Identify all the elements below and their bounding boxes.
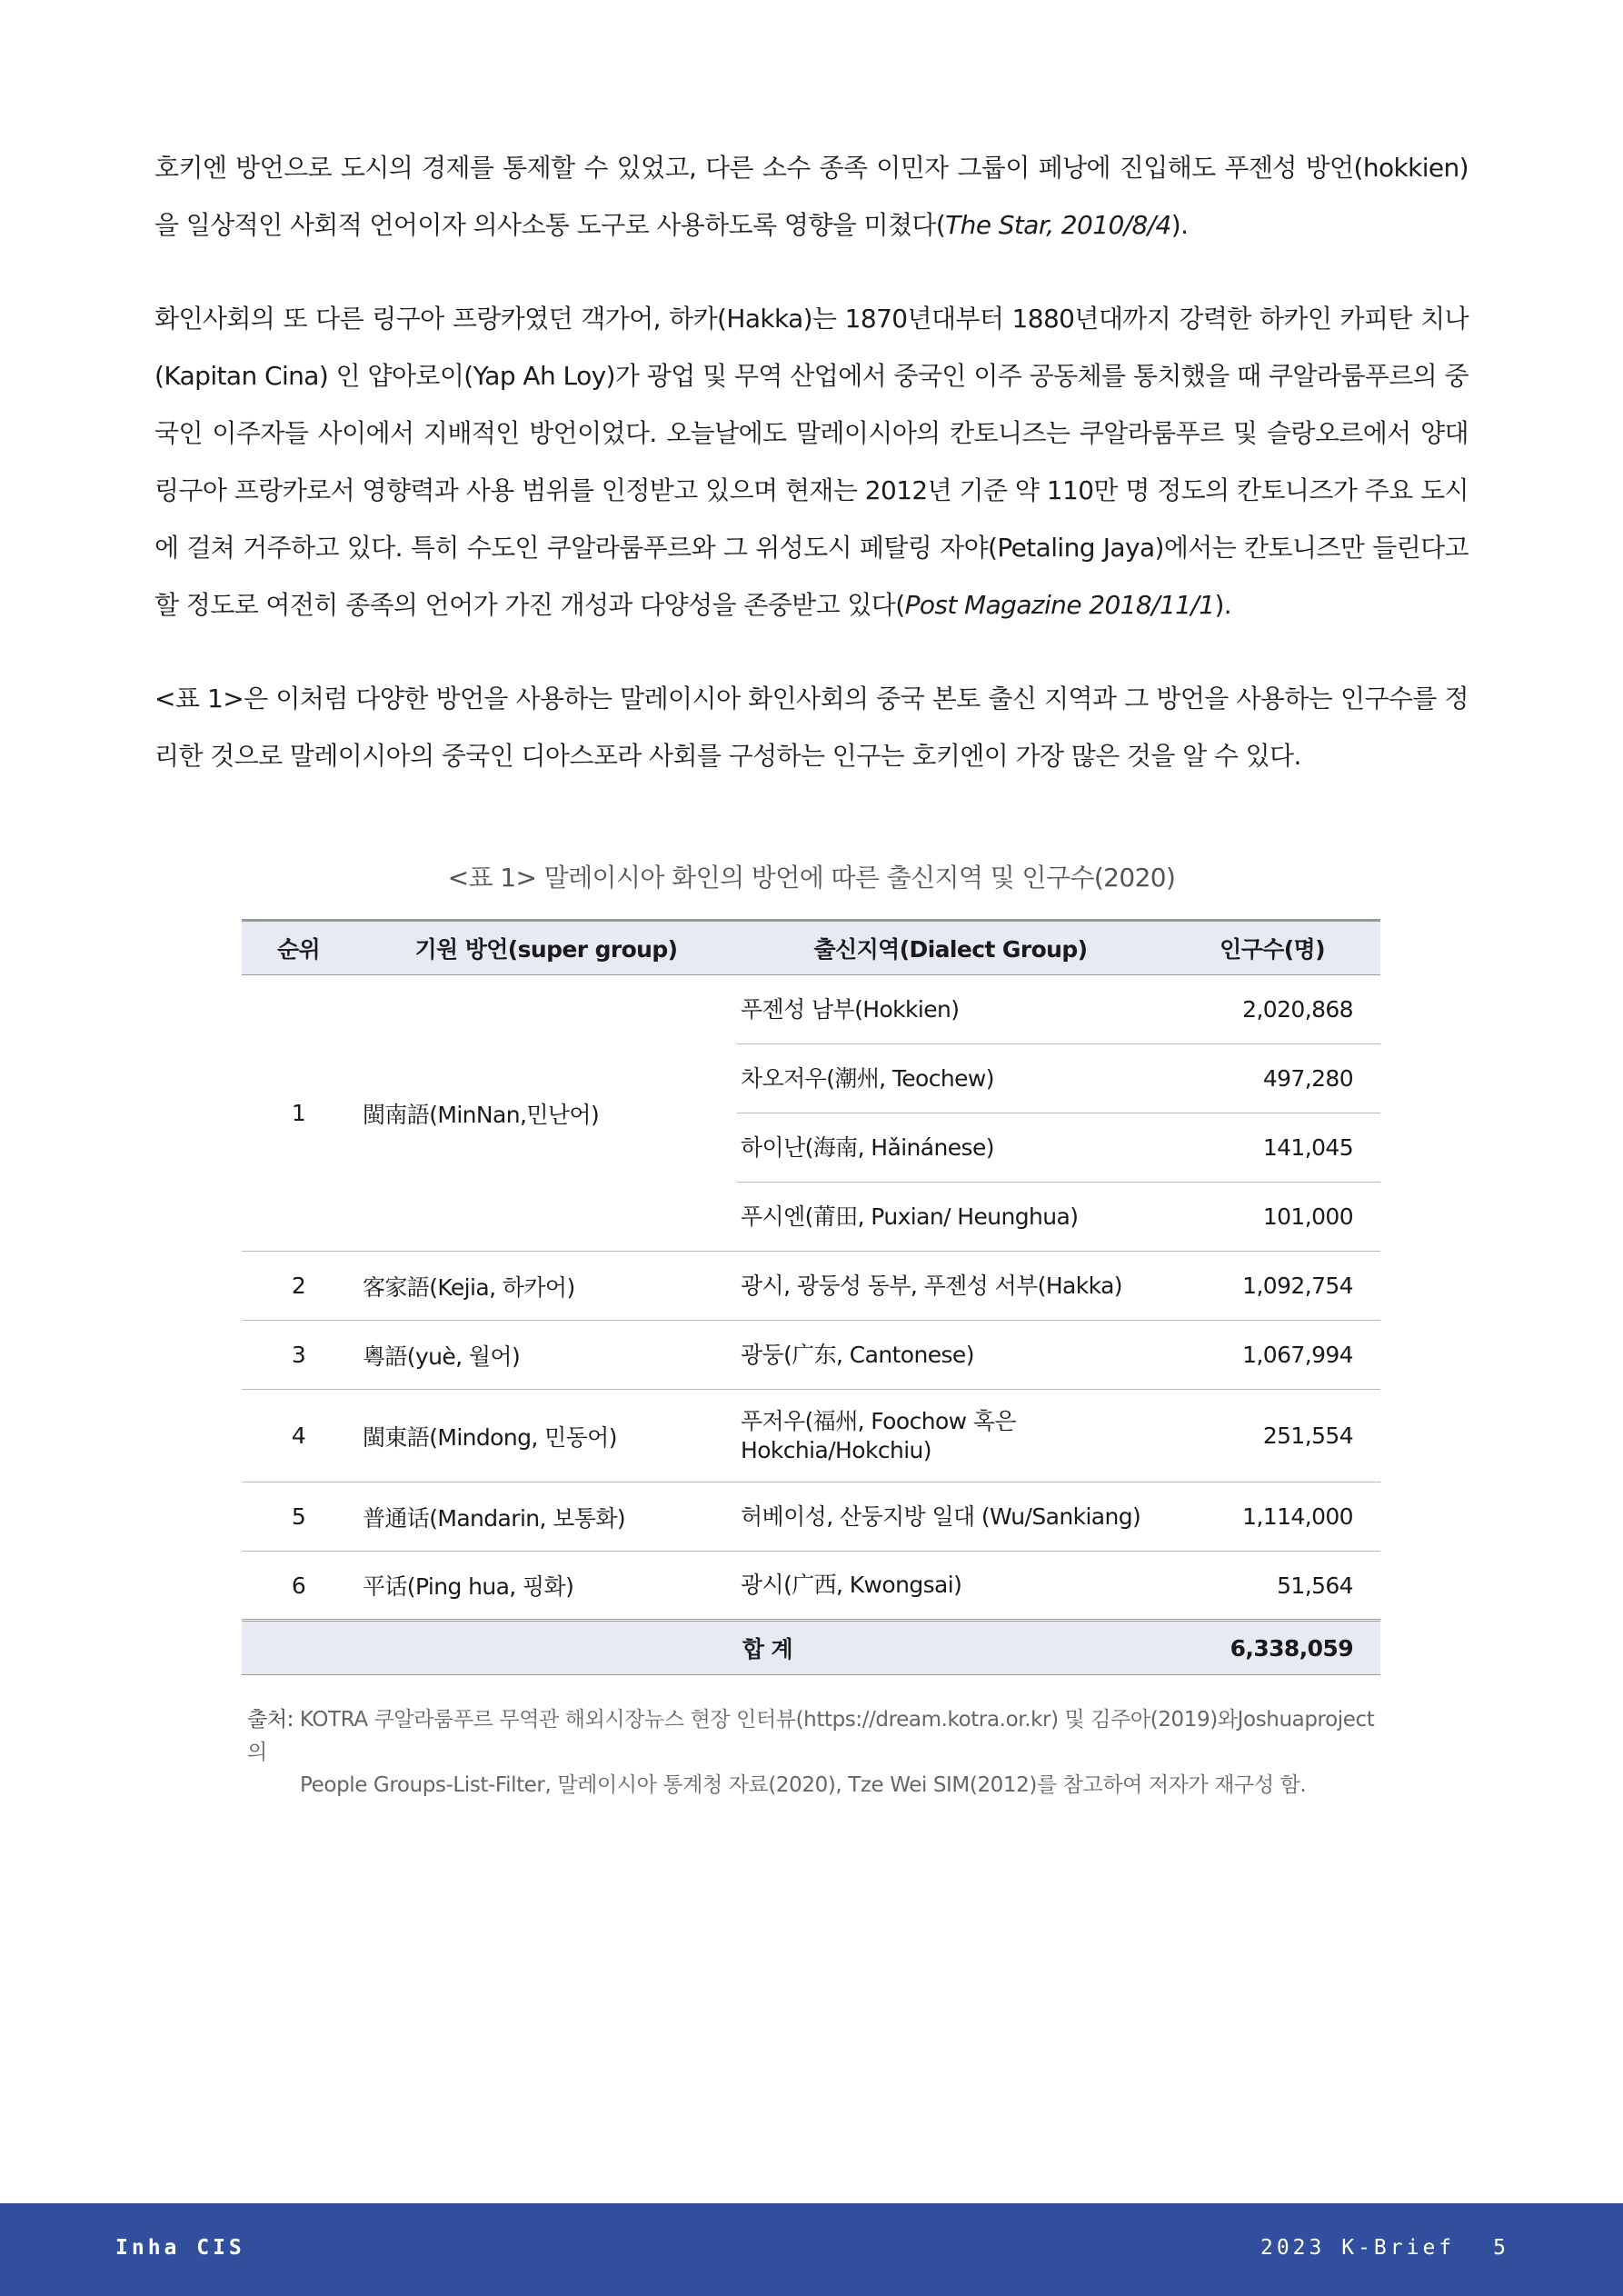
header-super-group: 기원 방언(super group) xyxy=(355,921,737,975)
header-dialect-group: 출신지역(Dialect Group) xyxy=(737,921,1164,975)
header-rank: 순위 xyxy=(242,921,355,975)
table-row xyxy=(242,1321,1380,1390)
paragraph-end: ). xyxy=(1214,590,1232,620)
region-cell: 푸저우(福州, Foochow 혹은 Hokchia/Hokchiu) xyxy=(737,1390,1164,1482)
super-group-cell: 閩南語(MinNan,민난어) xyxy=(355,975,737,1252)
population-cell: 101,000 xyxy=(1164,1183,1380,1252)
rank-cell: 6 xyxy=(242,1552,355,1621)
super-group-cell: 平话(Ping hua, 핑화) xyxy=(355,1552,737,1621)
rank-cell: 1 xyxy=(242,975,355,1252)
table-row xyxy=(242,975,1380,1044)
paragraph-end: ). xyxy=(1170,210,1189,240)
total-label: 합 계 xyxy=(242,1621,1164,1675)
table-header-row xyxy=(242,921,1380,975)
table-row xyxy=(242,1252,1380,1321)
paragraph-text: 화인사회의 또 다른 링구아 프랑카였던 객가어, 하카(Hakka)는 1870년대부터 1880년대까지 강력한 하카인 카피탄 치나(Kapitan Cina) 인 얍아로이(Yap Ah Loy)가 광업 및 무역 산업에서 중국인 이주 공동체를 통치했을 때 쿠알라룸푸르의 중국인 이주자들 사이에서 지배적인 방언이었다. 오늘날에도 말레이시아의 칸토니즈는 쿠알라룸푸르 및 슬랑오르에서 양대 링구아 프랑카로서 영향력과 사용 범위를 인정받고 있으며 현재는 2012년 기준 약 110만 명 정도의 칸토니즈가 주요 도시에 걸쳐 거주하고 있다. 특히 수도인 쿠알라룸푸르와 그 위성도시 페탈링 자야(Petaling Jaya)에서는 칸토니즈만 들린다고 할 정도로 여전히 종족의 언어가 가진 개성과 다양성을 존중받고 있다( xyxy=(154,304,1469,620)
total-row xyxy=(242,1621,1380,1675)
header-population: 인구수(명) xyxy=(1164,921,1380,975)
table-row xyxy=(242,1552,1380,1621)
super-group-cell: 粵語(yuè, 월어) xyxy=(355,1321,737,1390)
region-cell: 허베이성, 산둥지방 일대 (Wu/Sankiang) xyxy=(737,1482,1164,1552)
table-row xyxy=(242,1390,1380,1482)
super-group-cell: 閩東語(Mindong, 민동어) xyxy=(355,1390,737,1482)
source-line-2: People Groups-List-Filter, 말레이시아 통계청 자료(2020), Tze Wei SIM(2012)를 참고하여 저자가 재구성 함. xyxy=(300,1773,1307,1797)
paragraph-hokkien xyxy=(154,139,1469,254)
region-cell: 하이난(海南, Hǎinánese) xyxy=(737,1113,1164,1183)
table-caption: <표 1> 말레이시아 화인의 방언에 따른 출신지역 및 인구수(2020) xyxy=(447,863,1176,893)
rank-cell: 4 xyxy=(242,1390,355,1482)
region-cell: 푸시엔(莆田, Puxian/ Heunghua) xyxy=(737,1183,1164,1252)
paragraph-hakka xyxy=(154,290,1469,634)
region-cell: 광둥(广东, Cantonese) xyxy=(737,1321,1164,1390)
citation: Post Magazine 2018/11/1 xyxy=(904,590,1215,620)
population-cell: 1,114,000 xyxy=(1164,1482,1380,1552)
super-group-cell: 客家語(Kejia, 하카어) xyxy=(355,1252,737,1321)
population-cell: 141,045 xyxy=(1164,1113,1380,1183)
super-group-cell: 普通话(Mandarin, 보통화) xyxy=(355,1482,737,1552)
source-line-1: KOTRA 쿠알라룸푸르 무역관 해외시장뉴스 현장 인터뷰(https://dream.kotra.or.kr) 및 김주아(2019)와Joshuaproject의 xyxy=(247,1708,1375,1764)
rank-cell: 5 xyxy=(242,1482,355,1552)
population-cell: 497,280 xyxy=(1164,1044,1380,1113)
page-footer xyxy=(0,2203,1623,2296)
footer-publisher: Inha CIS xyxy=(115,2236,245,2260)
paragraph-text: 호키엔 방언으로 도시의 경제를 통제할 수 있었고, 다른 소수 종족 이민자 그룹이 페낭에 진입해도 푸젠성 방언(hokkien)을 일상적인 사회적 언어이자 의사소통 도구로 사용하도록 영향을 미쳤다( xyxy=(154,153,1469,240)
total-value: 6,338,059 xyxy=(1164,1621,1380,1675)
population-cell: 51,564 xyxy=(1164,1552,1380,1621)
region-cell: 푸젠성 남부(Hokkien) xyxy=(737,975,1164,1044)
population-cell: 251,554 xyxy=(1164,1390,1380,1482)
population-cell: 1,092,754 xyxy=(1164,1252,1380,1321)
rank-cell: 2 xyxy=(242,1252,355,1321)
source-label: 출처: xyxy=(247,1708,294,1732)
table-row xyxy=(242,1482,1380,1552)
paragraph-table-intro xyxy=(154,670,1469,784)
footer-title: 2023 K-Brief xyxy=(1260,2236,1456,2260)
page-number: 5 xyxy=(1493,2236,1509,2260)
rank-cell: 3 xyxy=(242,1321,355,1390)
population-cell: 1,067,994 xyxy=(1164,1321,1380,1390)
region-cell: 광시, 광둥성 동부, 푸젠성 서부(Hakka) xyxy=(737,1252,1164,1321)
region-cell: 광시(广西, Kwongsai) xyxy=(737,1552,1164,1621)
region-cell: 차오저우(潮州, Teochew) xyxy=(737,1044,1164,1113)
table-source-note xyxy=(247,1703,1392,1802)
citation: The Star, 2010/8/4 xyxy=(945,210,1171,240)
population-cell: 2,020,868 xyxy=(1164,975,1380,1044)
paragraph-text: <표 1>은 이처럼 다양한 방언을 사용하는 말레이시아 화인사회의 중국 본토 출신 지역과 그 방언을 사용하는 인구수를 정리한 것으로 말레이시아의 중국인 디아스포라 사회를 구성하는 인구는 호키엔이 가장 많은 것을 알 수 있다. xyxy=(154,684,1469,771)
footer-publication xyxy=(1260,2236,1509,2260)
dialect-table xyxy=(242,919,1380,1675)
